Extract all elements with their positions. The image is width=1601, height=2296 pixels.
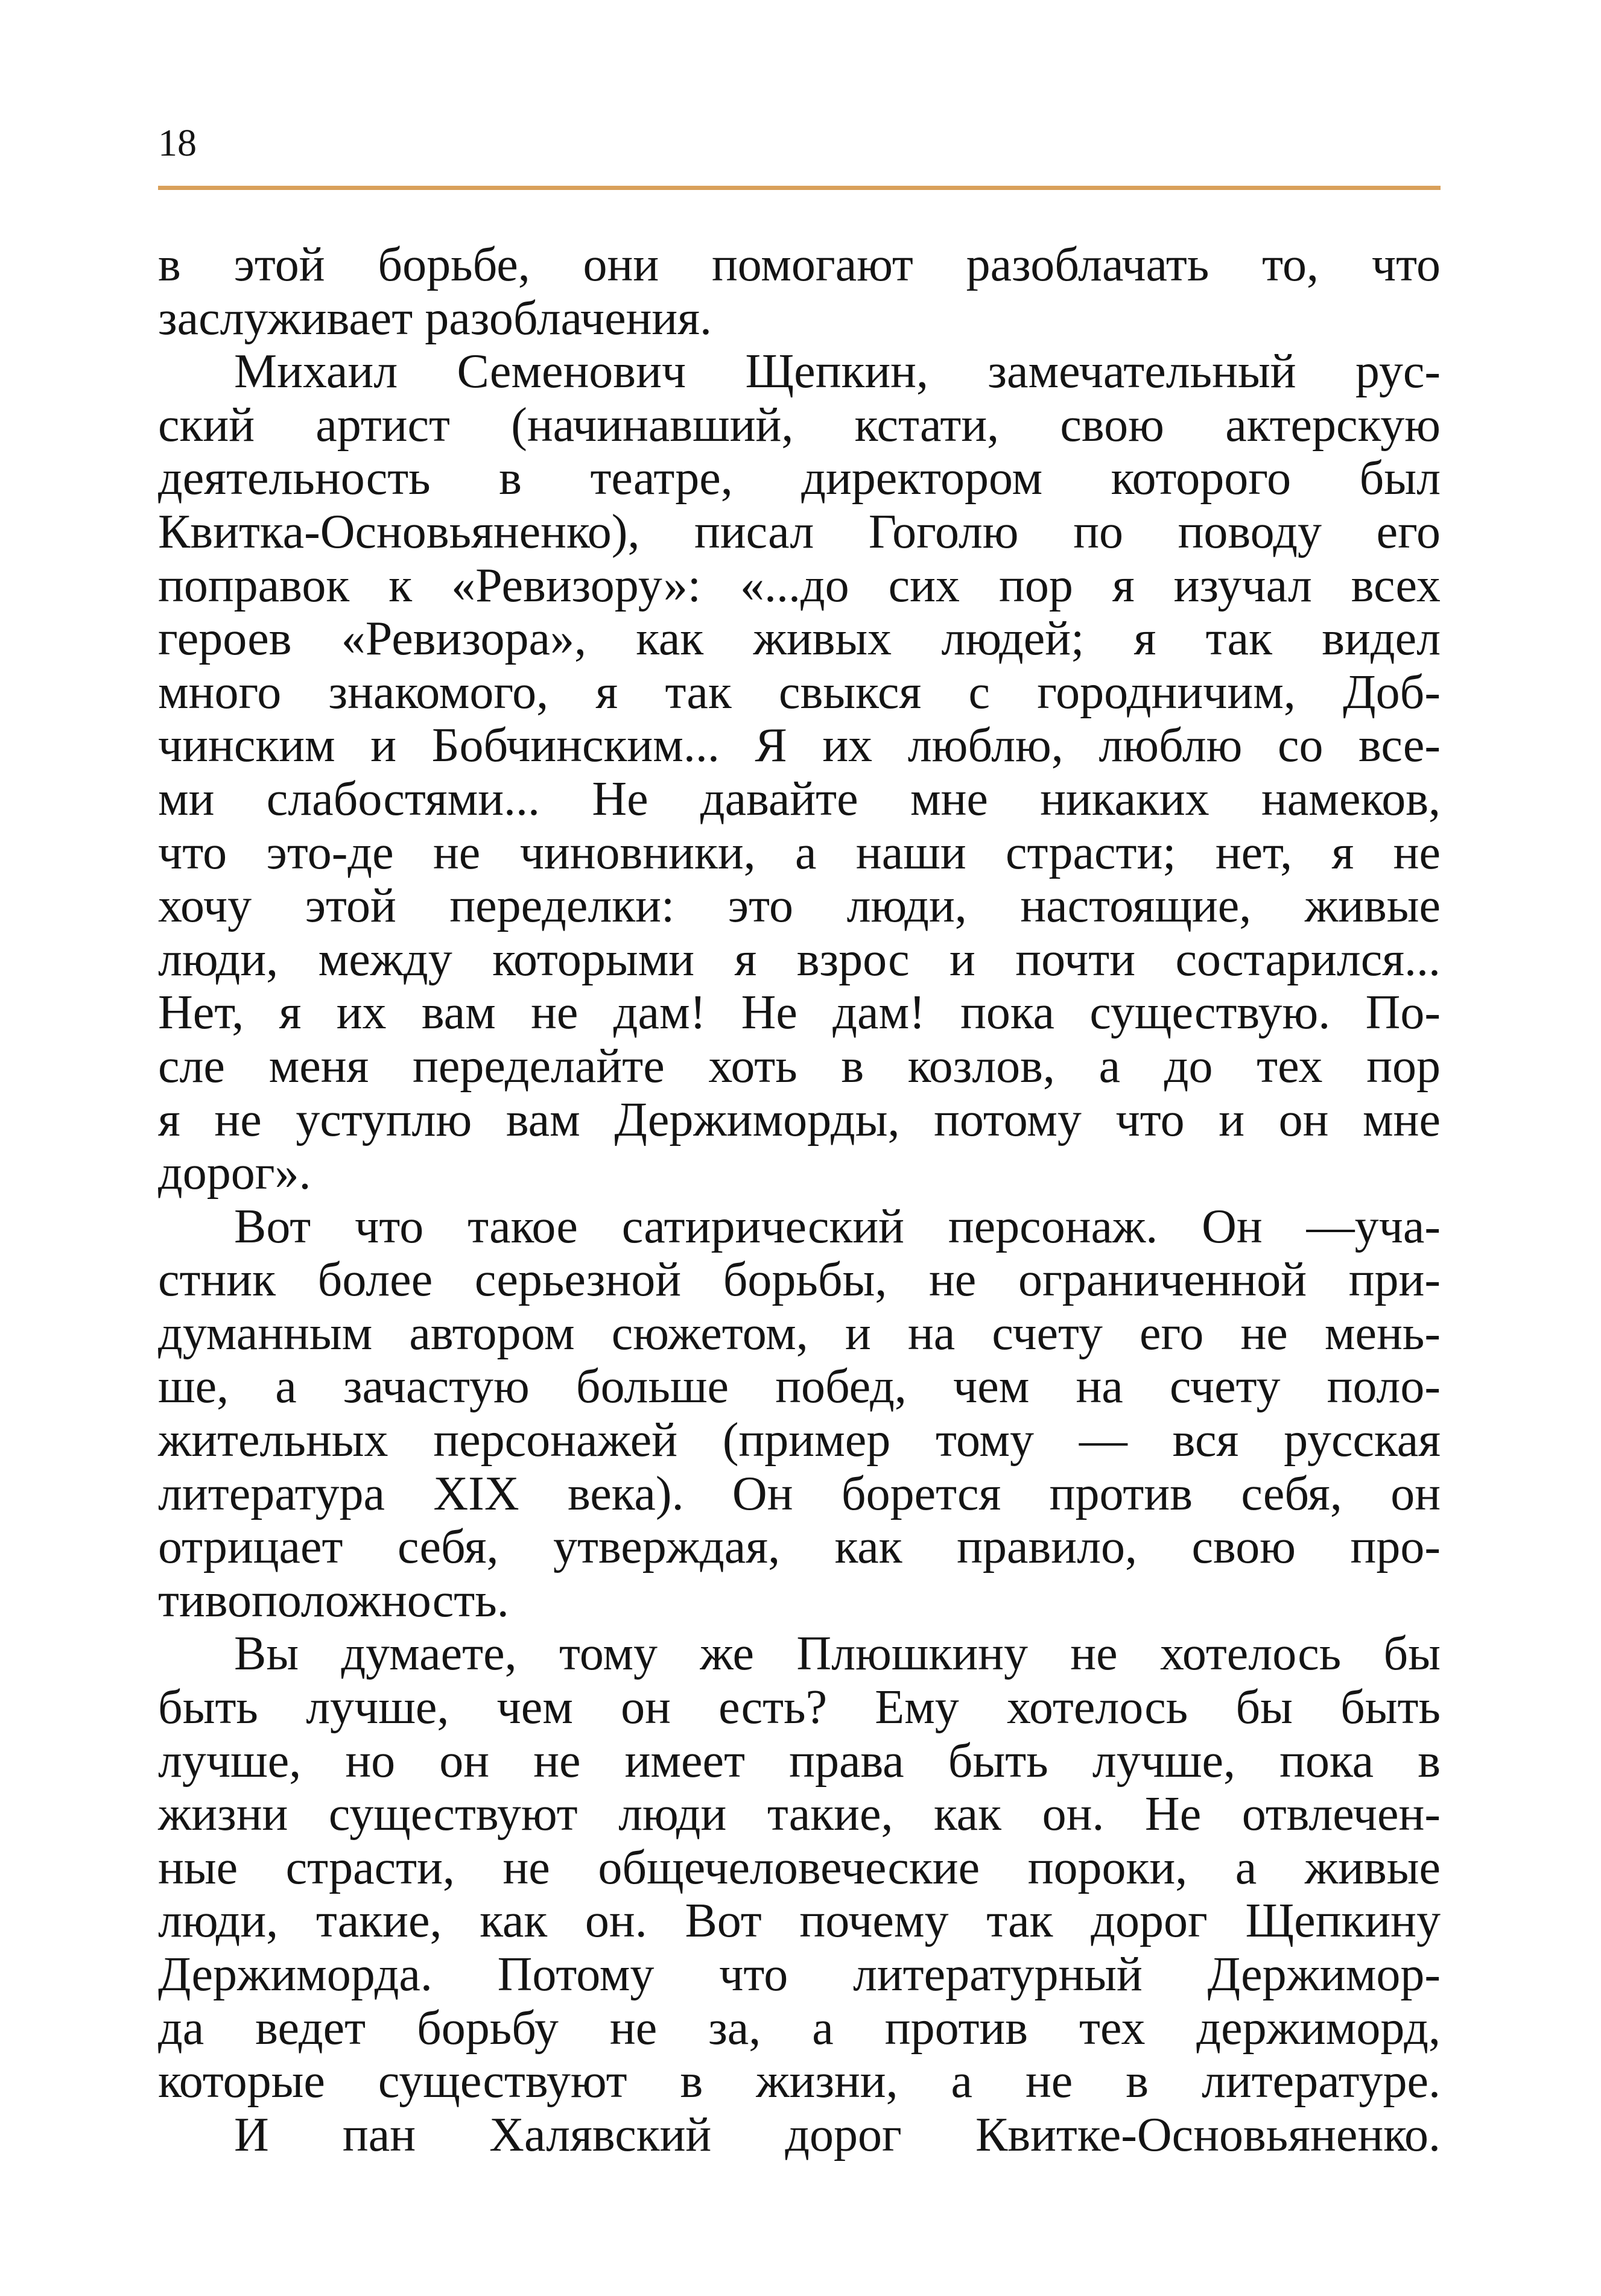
text-line: героев «Ревизора», как живых людей; я так видел [158,612,1441,666]
text-line: стник более серьезной борьбы, не ограниченной при- [158,1253,1441,1307]
body-text [158,238,1441,2162]
text-line: быть лучше, чем он есть? Ему хотелось бы быть [158,1681,1441,1735]
text-line: отрицает себя, утверждая, как правило, свою про- [158,1520,1441,1574]
text-line: я не уступлю вам Держиморды, потому что и он мне [158,1093,1441,1146]
text-line: думанным автором сюжетом, и на счету его не мень- [158,1306,1441,1360]
text-line: ше, а зачастую больше побед, чем на счету поло- [158,1360,1441,1414]
text-line: что это-де не чиновники, а наши страсти; нет, я не [158,826,1441,879]
text-line: да ведет борьбу не за, а против тех держиморд, [158,2001,1441,2055]
text-line: люди, между которыми я взрос и почти состарился... [158,932,1441,986]
text-line: заслуживает разоблачения. [158,291,712,345]
text-line: ные страсти, не общечеловеческие пороки, а живые [158,1841,1441,1894]
text-line: поправок к «Ревизору»: «...до сих пор я изучал всех [158,558,1441,612]
text-line: Квитка-Основьяненко), писал Гоголю по поводу его [158,505,1441,558]
text-line: Вы думаете, тому же Плюшкину не хотелось бы [234,1627,1441,1681]
text-line: тивоположность. [158,1573,509,1627]
text-line: которые существуют в жизни, а не в литературе. [158,2055,1441,2108]
text-line: Вот что такое сатирический персонаж. Он —уча- [234,1200,1441,1253]
text-line: Нет, я их вам не дам! Не дам! пока существую. По- [158,986,1441,1040]
text-line: Держиморда. Потому что литературный Держимор- [158,1948,1441,2001]
text-line: ми слабостями... Не давайте мне никаких намеков, [158,772,1441,826]
page-number: 18 [158,121,197,164]
text-line: И пан Халявский дорог Квитке-Основьяненко. [234,2108,1441,2162]
text-line: люди, такие, как он. Вот почему так дорог Щепкину [158,1894,1441,1948]
header-rule [158,186,1441,190]
text-line: деятельность в театре, директором которого был [158,452,1441,505]
text-line: лучше, но он не имеет права быть лучше, пока в [158,1734,1441,1788]
text-line: жизни существуют люди такие, как он. Не отвлечен- [158,1788,1441,1841]
text-line: в этой борьбе, они помогают разоблачать то, что [158,238,1441,291]
text-line: сле меня переделайте хоть в козлов, а до тех пор [158,1039,1441,1093]
text-line: дорог». [158,1146,311,1200]
text-line: литература XIX века). Он борется против себя, он [158,1467,1441,1520]
text-line: хочу этой переделки: это люди, настоящие, живые [158,879,1441,933]
text-line: чинским и Бобчинским... Я их люблю, люблю со все- [158,719,1441,773]
text-line: ский артист (начинавший, кстати, свою актерскую [158,398,1441,452]
text-line: жительных персонажей (пример тому — вся русская [158,1414,1441,1467]
text-line: много знакомого, я так свыкся с городничим, Доб- [158,665,1441,719]
text-line: Михаил Семенович Щепкин, замечательный рус- [234,345,1441,399]
